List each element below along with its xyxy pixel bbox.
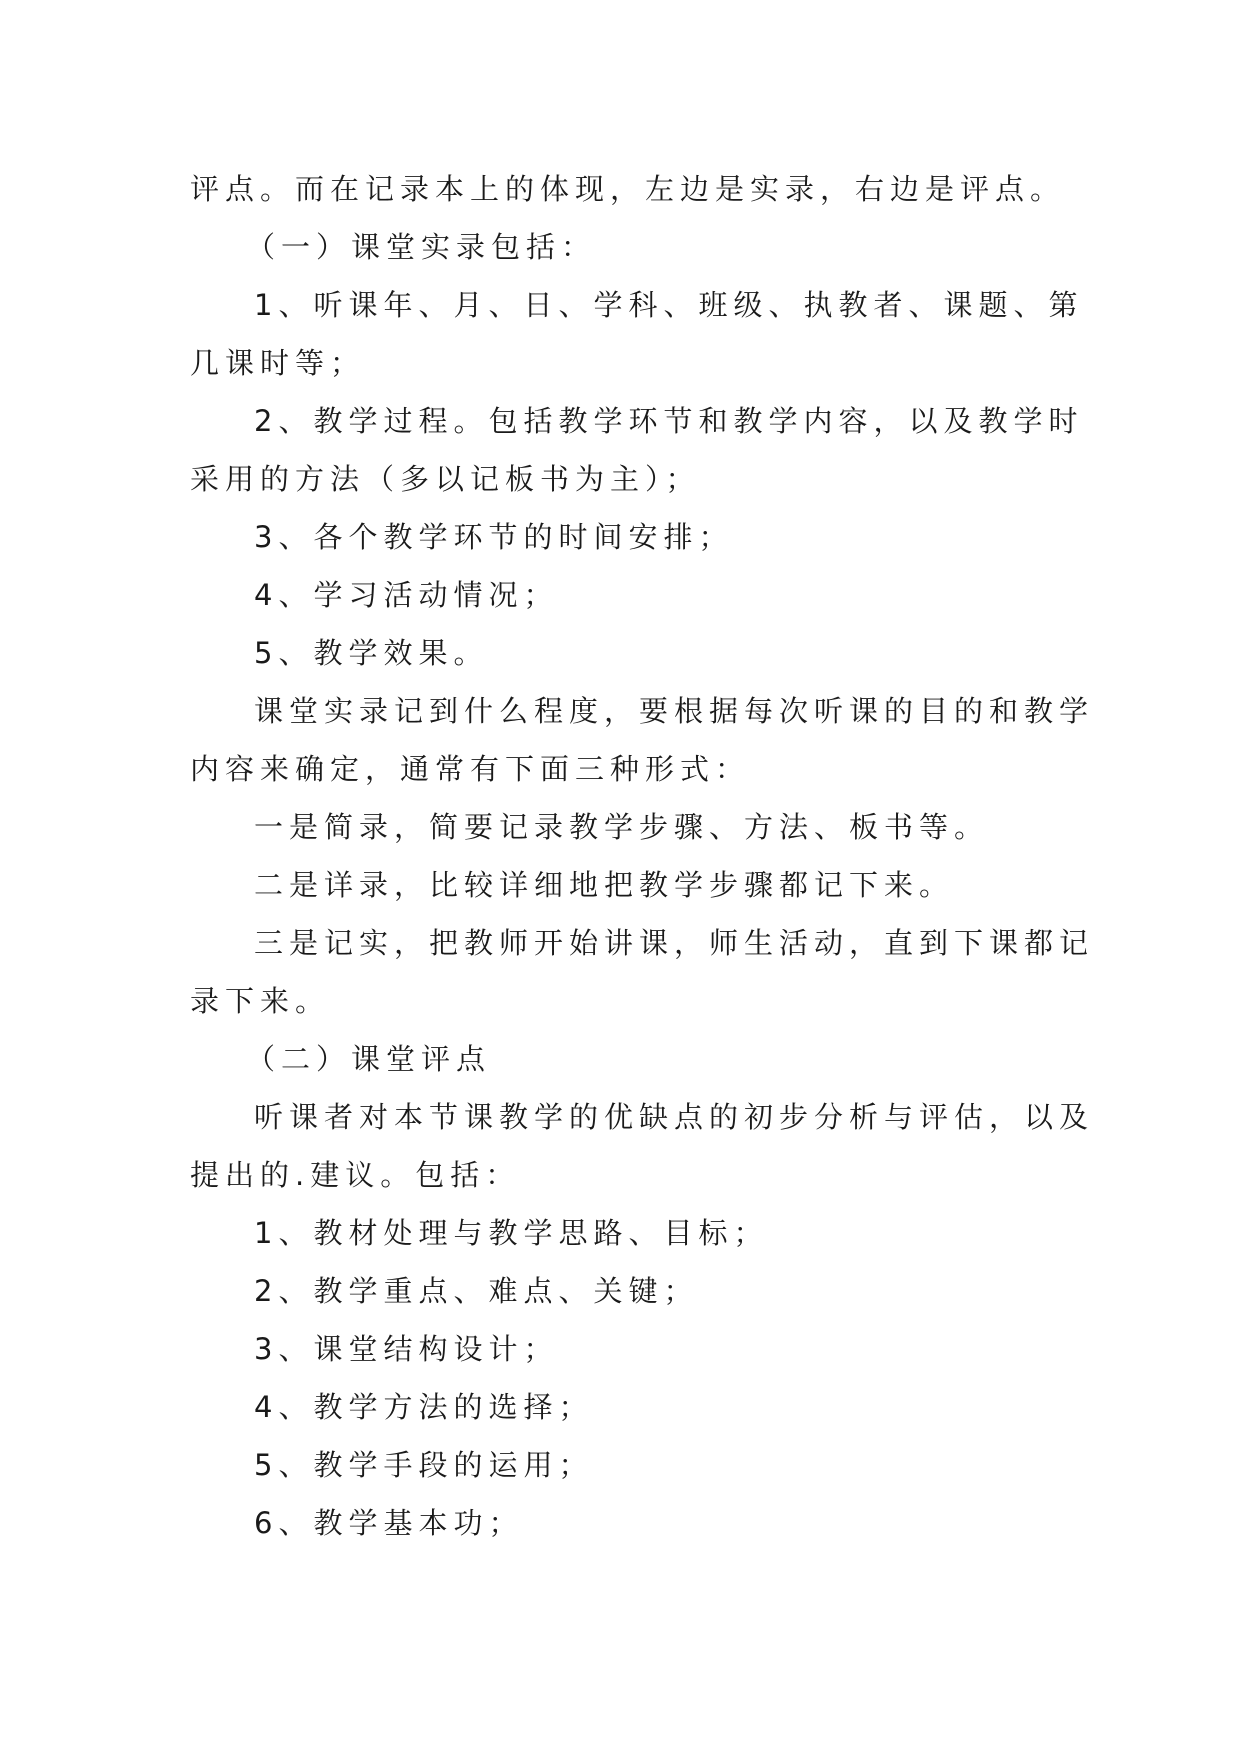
list-item: 3、各个教学环节的时间安排； <box>254 520 734 554</box>
paragraph-line: 提出的.建议。包括： <box>190 1158 521 1192</box>
paragraph-line: 采用的方法（多以记板书为主）； <box>190 462 701 496</box>
list-item: 4、学习活动情况； <box>254 578 559 612</box>
paragraph-line: 三是记实，把教师开始讲课，师生活动，直到下课都记 <box>254 926 1095 960</box>
section-heading-record: （一）课堂实录包括： <box>246 230 597 264</box>
paragraph-line: 课堂实录记到什么程度，要根据每次听课的目的和教学 <box>254 694 1095 728</box>
section-heading-review: （二）课堂评点 <box>246 1042 492 1076</box>
paragraph-line: 内容来确定，通常有下面三种形式： <box>190 752 751 786</box>
paragraph-line: 一是简录，简要记录教学步骤、方法、板书等。 <box>254 810 990 844</box>
list-item: 4、教学方法的选择； <box>254 1390 594 1424</box>
list-item: 2、教学重点、难点、关键； <box>254 1274 699 1308</box>
list-item: 1、听课年、月、日、学科、班级、执教者、课题、第 <box>254 288 1084 322</box>
paragraph-line: 听课者对本节课教学的优缺点的初步分析与评估，以及 <box>254 1100 1095 1134</box>
paragraph-line: 二是详录，比较详细地把教学步骤都记下来。 <box>254 868 955 902</box>
list-item: 6、教学基本功； <box>254 1506 524 1540</box>
list-item: 3、课堂结构设计； <box>254 1332 559 1366</box>
paragraph-line: 评点。而在记录本上的体现，左边是实录，右边是评点。 <box>190 172 1066 206</box>
list-item: 1、教材处理与教学思路、目标； <box>254 1216 769 1250</box>
paragraph-line: 几课时等； <box>190 346 366 380</box>
document-body <box>190 160 1095 1552</box>
list-item: 2、教学过程。包括教学环节和教学内容，以及教学时 <box>254 404 1084 438</box>
list-item: 5、教学手段的运用； <box>254 1448 594 1482</box>
paragraph-line: 录下来。 <box>190 984 331 1018</box>
list-item: 5、教学效果。 <box>254 636 489 670</box>
